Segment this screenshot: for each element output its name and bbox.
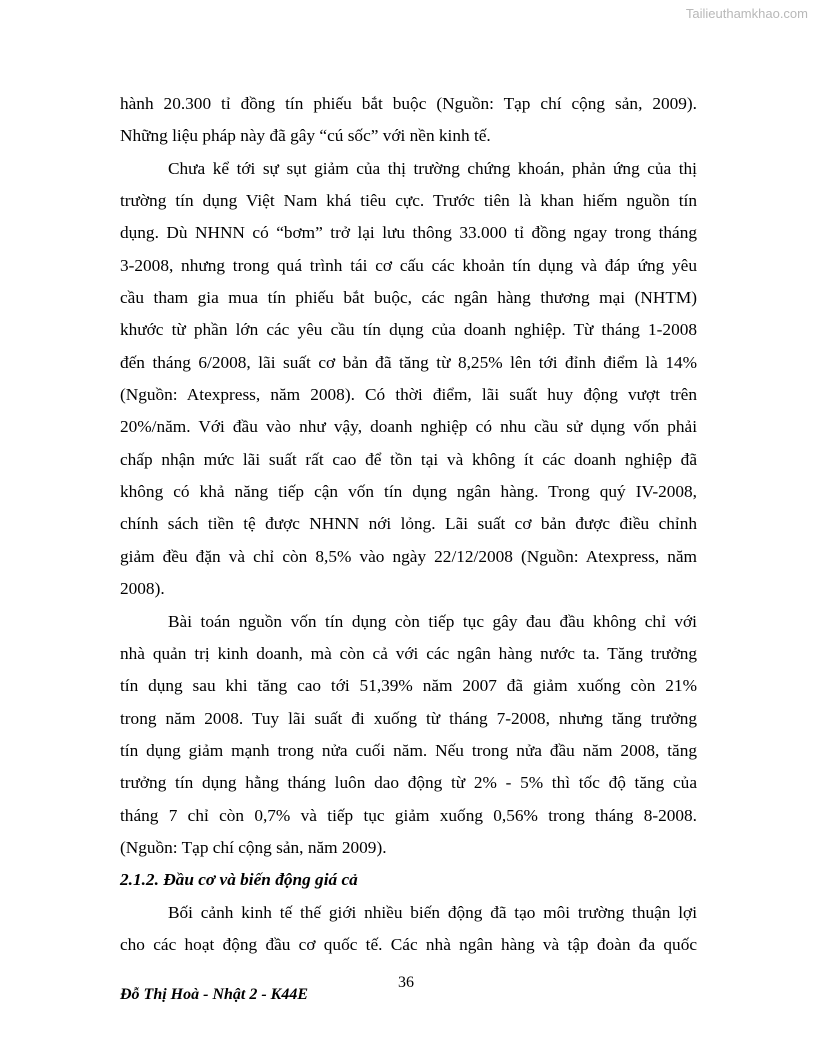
text-line: hành 20.300 tỉ đồng tín phiếu bắt buộc (Nguồn: Tạp chí cộng sản, 2009). — [120, 94, 697, 113]
text-line: Chưa kể tới sự sụt giảm của thị trường chứng khoán, phản ứng của thị — [168, 158, 697, 178]
text-line: 3-2008, nhưng trong quá trình tái cơ cấu các khoản tín dụng và đáp ứng yêu — [120, 255, 697, 275]
footer-author: Đỗ Thị Hoà - Nhật 2 - K44E — [120, 986, 309, 1003]
text-line: đến tháng 6/2008, lãi suất cơ bản đã tăng từ 8,25% lên tới đỉnh điểm là 14% — [120, 352, 697, 372]
text-line: tín dụng sau khi tăng cao tới 51,39% năm 2007 đã giảm xuống còn 21% — [120, 676, 697, 696]
section-heading: 2.1.2. Đầu cơ và biến động giá cả — [120, 870, 358, 890]
text-line: dụng. Dù NHNN có “bơm” trở lại lưu thông 33.000 tỉ đồng ngay trong tháng — [120, 223, 697, 243]
text-line: trường tín dụng Việt Nam khá tiêu cực. Trước tiên là khan hiếm nguồn tín — [120, 191, 697, 211]
text-line: (Nguồn: Atexpress, năm 2008). Có thời điểm, lãi suất huy động vượt trên — [120, 385, 697, 405]
text-line: cầu tham gia mua tín phiếu bắt buộc, các ngân hàng thương mại (NHTM) — [120, 288, 697, 308]
text-line: nhà quản trị kinh doanh, mà còn cả với các ngân hàng nước ta. Tăng trưởng — [120, 643, 697, 663]
text-line: tháng 7 chỉ còn 0,7% và tiếp tục giảm xuống 0,56% trong tháng 8-2008. — [120, 805, 697, 825]
text-line: tín dụng giảm mạnh trong nửa cuối năm. Nếu trong nửa đầu năm 2008, tăng — [120, 740, 697, 760]
text-line: chính sách tiền tệ được NHNN nới lỏng. Lãi suất cơ bản được điều chỉnh — [120, 514, 697, 534]
text-line: (Nguồn: Tạp chí cộng sản, năm 2009). — [120, 837, 387, 857]
text-line: khước từ phần lớn các yêu cầu tín dụng của doanh nghiệp. Từ tháng 1-2008 — [120, 320, 697, 340]
text-line: Bối cảnh kinh tế thế giới nhiều biến động đã tạo môi trường thuận lợi — [168, 902, 697, 922]
watermark: Tailieuthamkhao.com — [685, 6, 808, 21]
page-number: 36 — [398, 974, 414, 991]
text-line: không có khả năng tiếp cận vốn tín dụng ngân hàng. Trong quý IV-2008, — [120, 482, 697, 502]
text-line: Bài toán nguồn vốn tín dụng còn tiếp tục gây đau đầu không chỉ với — [168, 611, 697, 631]
text-line: Những liệu pháp này đã gây “cú sốc” với nền kinh tế. — [120, 126, 491, 146]
document-body — [120, 88, 697, 961]
text-line: trong năm 2008. Tuy lãi suất đi xuống từ tháng 7-2008, nhưng tăng trưởng — [120, 708, 697, 728]
text-line: trưởng tín dụng hằng tháng luôn dao động từ 2% - 5% thì tốc độ tăng của — [120, 773, 697, 793]
text-line: chấp nhận mức lãi suất rất cao để tồn tại và không ít các doanh nghiệp đã — [120, 449, 697, 469]
text-line: giảm đều đặn và chỉ còn 8,5% vào ngày 22/12/2008 (Nguồn: Atexpress, năm — [120, 546, 697, 566]
text-line: 20%/năm. Với đầu vào như vậy, doanh nghiệp có nhu cầu sử dụng vốn phải — [120, 417, 697, 437]
text-line: 2008). — [120, 579, 165, 599]
text-line: cho các hoạt động đầu cơ quốc tế. Các nhà ngân hàng và tập đoàn đa quốc — [120, 934, 697, 954]
